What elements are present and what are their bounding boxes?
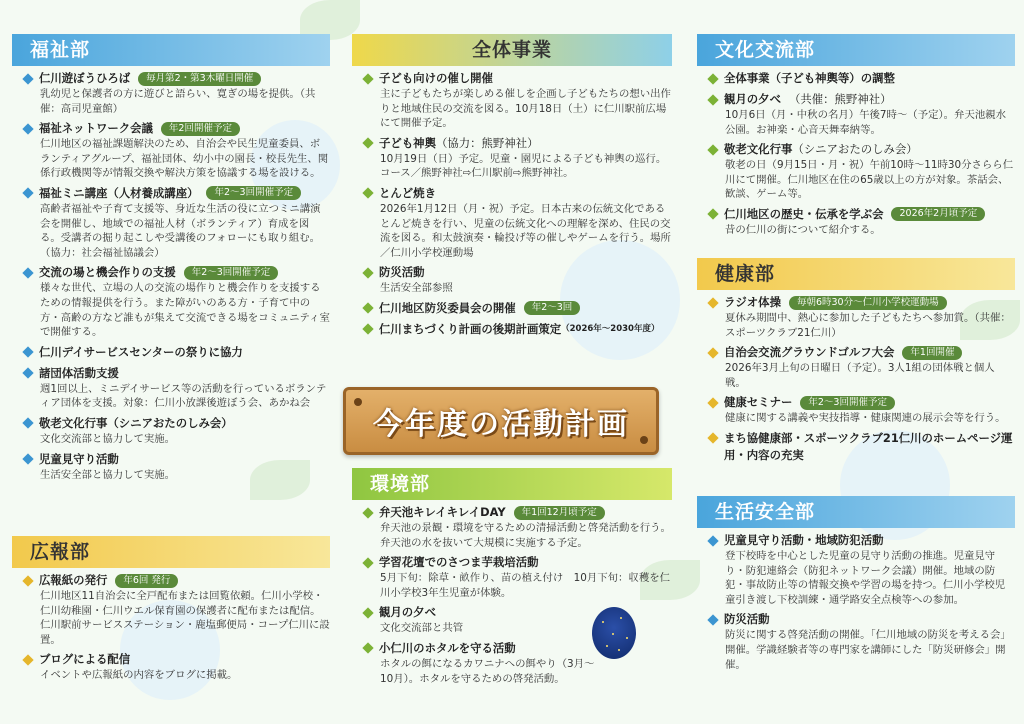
- diamond-icon: [362, 607, 373, 618]
- item-label: 学習花壇でのさつま芋栽培活動: [379, 555, 539, 570]
- schedule-badge: 毎朝6時30分～仁川小学校運動場: [789, 296, 947, 310]
- item-desc: 10月19日（日）予定。児童・園児による子ども神輿の巡行。コース／熊野神社⇨仁川駅前⇨熊野神社。: [380, 152, 667, 180]
- item-desc: 主に子どもたちが楽しめる催しを企画し子どもたちの想い出作りと地域住民の交流を図る。10月18日（土）に仁川駅前広場にて開催予定。: [380, 88, 671, 130]
- diamond-icon: [707, 297, 718, 308]
- item-label: 観月の夕べ: [379, 605, 436, 620]
- center-title: 今年度の活動計画: [373, 407, 629, 442]
- item-label: 敬老文化行事（シニアおたのしみ会）: [39, 415, 233, 430]
- item-desc: 5月下旬：除草・畝作り、苗の植え付け 10月下旬：収穫を仁川小学校3年生児童が体験。: [380, 572, 670, 599]
- general-title: 全体事業: [352, 34, 672, 66]
- item-label: 防災活動: [379, 265, 425, 280]
- environment-title: 環境部: [352, 468, 672, 500]
- item-sub: （2026年～2030年度）: [561, 323, 660, 334]
- item-label: 仁川遊ぼうひろば: [39, 71, 131, 85]
- item-label: 自治会交流グラウンドゴルフ大会: [724, 345, 895, 360]
- list-item: [362, 504, 672, 550]
- list-item: [362, 185, 672, 260]
- item-label: 仁川デイサービスセンターの祭りに協力: [39, 344, 243, 359]
- list-item: [22, 70, 330, 116]
- diamond-icon: [22, 453, 33, 464]
- diamond-icon: [362, 643, 373, 654]
- diamond-icon: [362, 267, 373, 278]
- item-desc: 文化交流部と共管: [380, 622, 464, 635]
- list-item: [22, 264, 330, 339]
- item-label: 仁川地区防災委員会の開催: [379, 300, 516, 315]
- diamond-icon: [22, 123, 33, 134]
- list-item: [22, 365, 330, 411]
- diamond-icon: [22, 73, 33, 84]
- diamond-icon: [707, 347, 718, 358]
- list-item: [707, 430, 1015, 464]
- list-item: [707, 70, 1015, 87]
- item-label: 諸団体活動支援: [39, 365, 119, 380]
- item-label: 児童見守り活動: [39, 451, 119, 466]
- item-desc: 健康に関する講義や実技指導・健康関連の展示会等を行う。: [725, 412, 1006, 425]
- item-label: 防災活動: [724, 612, 770, 627]
- health-title: 健康部: [697, 258, 1015, 290]
- diamond-icon: [707, 535, 718, 546]
- diamond-icon: [707, 94, 718, 105]
- culture-title: 文化交流部: [697, 34, 1015, 66]
- culture-section: [697, 34, 1015, 242]
- list-item: [707, 294, 1015, 340]
- item-label: 児童見守り活動・地域防犯活動: [724, 533, 884, 547]
- item-label: 全体事業（子ども神輿等）の調整: [724, 71, 895, 85]
- list-item: [22, 415, 330, 447]
- diamond-icon: [22, 654, 33, 665]
- schedule-badge: 年2回開催予定: [161, 122, 240, 136]
- item-desc: 弁天池の景観・環境を守るための清掃活動と啓発活動を行う。弁天池の水を抜いて大規模に実施する予定。: [380, 522, 671, 549]
- item-sub: （協力：熊野神社）: [435, 135, 539, 150]
- diamond-icon: [362, 73, 373, 84]
- schedule-badge: 年2～3回: [524, 301, 581, 315]
- item-desc: 高齢者福祉や子育て支援等、身近な生活の役に立つミニ講演会を開催し、地域での福祉人材（ボランティア）育成を図る。受講者の掘り起こしや受講後のフォローにも取り組む。（協力：社会福祉協議会）: [40, 202, 321, 259]
- item-label: まち協健康部・スポーツクラブ21仁川のホームページ運用・内容の充実: [724, 430, 1013, 462]
- item-desc: 2026年1月12日（月・祝）予定。日本古来の伝統文化であるとんど焼きを行い、児童の伝統文化への理解を深め、住民の交流を図る。和太鼓演奏・輪投げ等の催しやゲームを行う。場所／仁川小学校運動場: [380, 202, 671, 259]
- item-desc: 文化交流部と協力して実施。: [40, 432, 176, 445]
- nail-icon: [640, 436, 648, 444]
- item-label: 小仁川のホタルを守る活動: [379, 640, 516, 655]
- list-item: [362, 554, 672, 600]
- item-label: 健康セミナー: [724, 395, 793, 410]
- diamond-icon: [22, 267, 33, 278]
- list-item: [707, 91, 1015, 137]
- diamond-icon: [707, 144, 718, 155]
- pr-section: [12, 536, 330, 687]
- list-item: [362, 321, 672, 338]
- item-label: ラジオ体操: [724, 295, 781, 309]
- item-desc: 昔の仁川の街について紹介する。: [725, 223, 881, 236]
- item-label: 仁川地区の歴史・伝承を学ぶ会: [724, 206, 884, 221]
- item-desc: 2026年3月上旬の日曜日（予定）。3人1組の団体戦と個人戦。: [725, 362, 995, 389]
- item-sub: （共催：熊野神社）: [788, 92, 892, 106]
- item-desc: 生活安全部と協力して実施。: [40, 468, 176, 481]
- item-desc: 登下校時を中心とした児童の見守り活動の推進。児童見守り・防犯連絡会（防犯ネットワーク会議）開催。地域の防犯・事故防止等の情報交換や学習の場を持つ。仁川小学校児童引き渡し下校訓練・通学路安全点検等への参加。: [725, 550, 1006, 606]
- list-item: [362, 135, 672, 181]
- list-item: [707, 611, 1015, 672]
- item-label: 観月の夕べ: [724, 92, 781, 106]
- diamond-icon: [362, 557, 373, 568]
- pr-title: 広報部: [12, 536, 330, 568]
- welfare-section: [12, 34, 330, 486]
- environment-section: [352, 468, 672, 690]
- item-label: ブログによる配信: [39, 652, 131, 667]
- schedule-badge: 年2～3回開催予定: [800, 396, 895, 410]
- list-item: [22, 572, 330, 647]
- item-desc: 週1回以上、ミニデイサービス等の活動を行っているボランティア団体を支援。対象：仁川小放課後遊ぼう会、あかね会: [40, 382, 327, 410]
- schedule-badge: 年2～3回開催予定: [206, 186, 301, 200]
- item-desc: イベントや広報紙の内容をブログに掲載。: [40, 669, 238, 682]
- safety-title: 生活安全部: [697, 496, 1015, 528]
- diamond-icon: [22, 347, 33, 358]
- item-desc: 様々な世代、立場の人の交流の場作りと機会作りを支援するための情報提供を行う。また障がいのある方・子育て中の方・高齢の方など誰もが集えて交流できる場をコミュニティ室で開催する。: [40, 282, 330, 339]
- item-sub: （シニアおたのしみ会）: [792, 142, 918, 157]
- item-label: 広報紙の発行: [39, 573, 108, 587]
- item-label: とんど焼き: [379, 185, 436, 200]
- item-desc: ホタルの餌になるカワニナへの餌やり（3月～10月）。ホタルを守るための啓発活動。: [380, 657, 595, 685]
- diamond-icon: [707, 209, 718, 220]
- list-item: [362, 70, 672, 131]
- item-label: 弁天池キレイキレイDAY: [379, 505, 506, 519]
- schedule-badge: 年1回12月頃予定: [514, 506, 605, 520]
- list-item: [707, 206, 1015, 238]
- diamond-icon: [362, 507, 373, 518]
- list-item: [22, 651, 330, 683]
- list-item: [22, 344, 330, 361]
- diamond-icon: [362, 138, 373, 149]
- list-item: [707, 394, 1015, 426]
- item-label: 子ども神輿: [379, 135, 436, 150]
- list-item: [362, 300, 672, 317]
- list-item: [707, 344, 1015, 390]
- firefly-illustration: [592, 607, 636, 659]
- diamond-icon: [707, 614, 718, 625]
- list-item: [362, 264, 672, 296]
- diamond-icon: [707, 432, 718, 443]
- item-desc: 仁川地区11自治会に全戸配布または回覧依頼。仁川小学校・仁川幼稚園・仁川ウエル保育園の保護者に配布または配信。仁川駅前サービスステーション・鹿塩郵便局・コープ仁川に設置。: [40, 590, 330, 646]
- list-item: [22, 185, 330, 260]
- diamond-icon: [22, 418, 33, 429]
- general-section: [352, 34, 672, 342]
- list-item: [707, 532, 1015, 607]
- item-label: 福祉ミニ講座（人材養成講座）: [39, 185, 199, 200]
- item-desc: 仁川地区の福祉課題解決のため、自治会や民生児童委員、ボランティアグループ、福祉団体、幼小中の園長・校長先生、関係行政機関等が情報交換や解決方策を協議する場を設ける。: [40, 138, 329, 180]
- item-desc: 10月6日（月・中秋の名月）午後7時～（予定）。弁天池親水公園。お神楽・心音天舞奉納等。: [725, 109, 1007, 136]
- welfare-title: 福祉部: [12, 34, 330, 66]
- diamond-icon: [22, 188, 33, 199]
- health-section: [697, 258, 1015, 468]
- item-label: 敬老文化行事: [724, 142, 793, 157]
- diamond-icon: [22, 368, 33, 379]
- diamond-icon: [22, 575, 33, 586]
- item-desc: 防災に関する啓発活動の開催。「仁川地域の防災を考える会」開催。学識経験者等の専門家を講師にした「防災研修会」開催。: [725, 629, 1011, 671]
- item-label: 仁川まちづくり計画の後期計画策定: [379, 321, 562, 336]
- item-label: 子ども向けの催し開催: [379, 71, 493, 85]
- list-item: [22, 451, 330, 483]
- diamond-icon: [707, 397, 718, 408]
- diamond-icon: [362, 303, 373, 314]
- activity-plan-sign: [343, 387, 659, 455]
- schedule-badge: 年1回開催: [902, 346, 962, 360]
- nail-icon: [354, 398, 362, 406]
- diamond-icon: [362, 324, 373, 335]
- item-desc: 生活安全部参照: [380, 282, 453, 295]
- list-item: [707, 141, 1015, 202]
- item-label: 交流の場と機会作りの支援: [39, 265, 176, 280]
- item-desc: 夏休み期間中、熱心に参加した子どもたちへ参加賞。（共催：スポーツクラブ21仁川）: [725, 312, 1011, 339]
- item-desc: 敬老の日（9月15日・月・祝）午前10時～11時30分さらら仁川にて開催。仁川地区在住の65歳以上の方が対象。茶話会、歓談、ゲーム等。: [725, 159, 1014, 201]
- item-label: 福祉ネットワーク会議: [39, 121, 153, 136]
- safety-section: [697, 496, 1015, 676]
- item-desc: 乳幼児と保護者の方に遊びと語らい、寛ぎの場を提供。（共催：高司児童館）: [40, 88, 316, 115]
- schedule-badge: 年6回 発行: [115, 574, 178, 588]
- list-item: [22, 120, 330, 181]
- schedule-badge: 年2～3回開催予定: [184, 266, 279, 280]
- schedule-badge: 毎月第2・第3木曜日開催: [138, 72, 261, 86]
- schedule-badge: 2026年2月頃予定: [891, 207, 985, 221]
- diamond-icon: [362, 188, 373, 199]
- diamond-icon: [707, 73, 718, 84]
